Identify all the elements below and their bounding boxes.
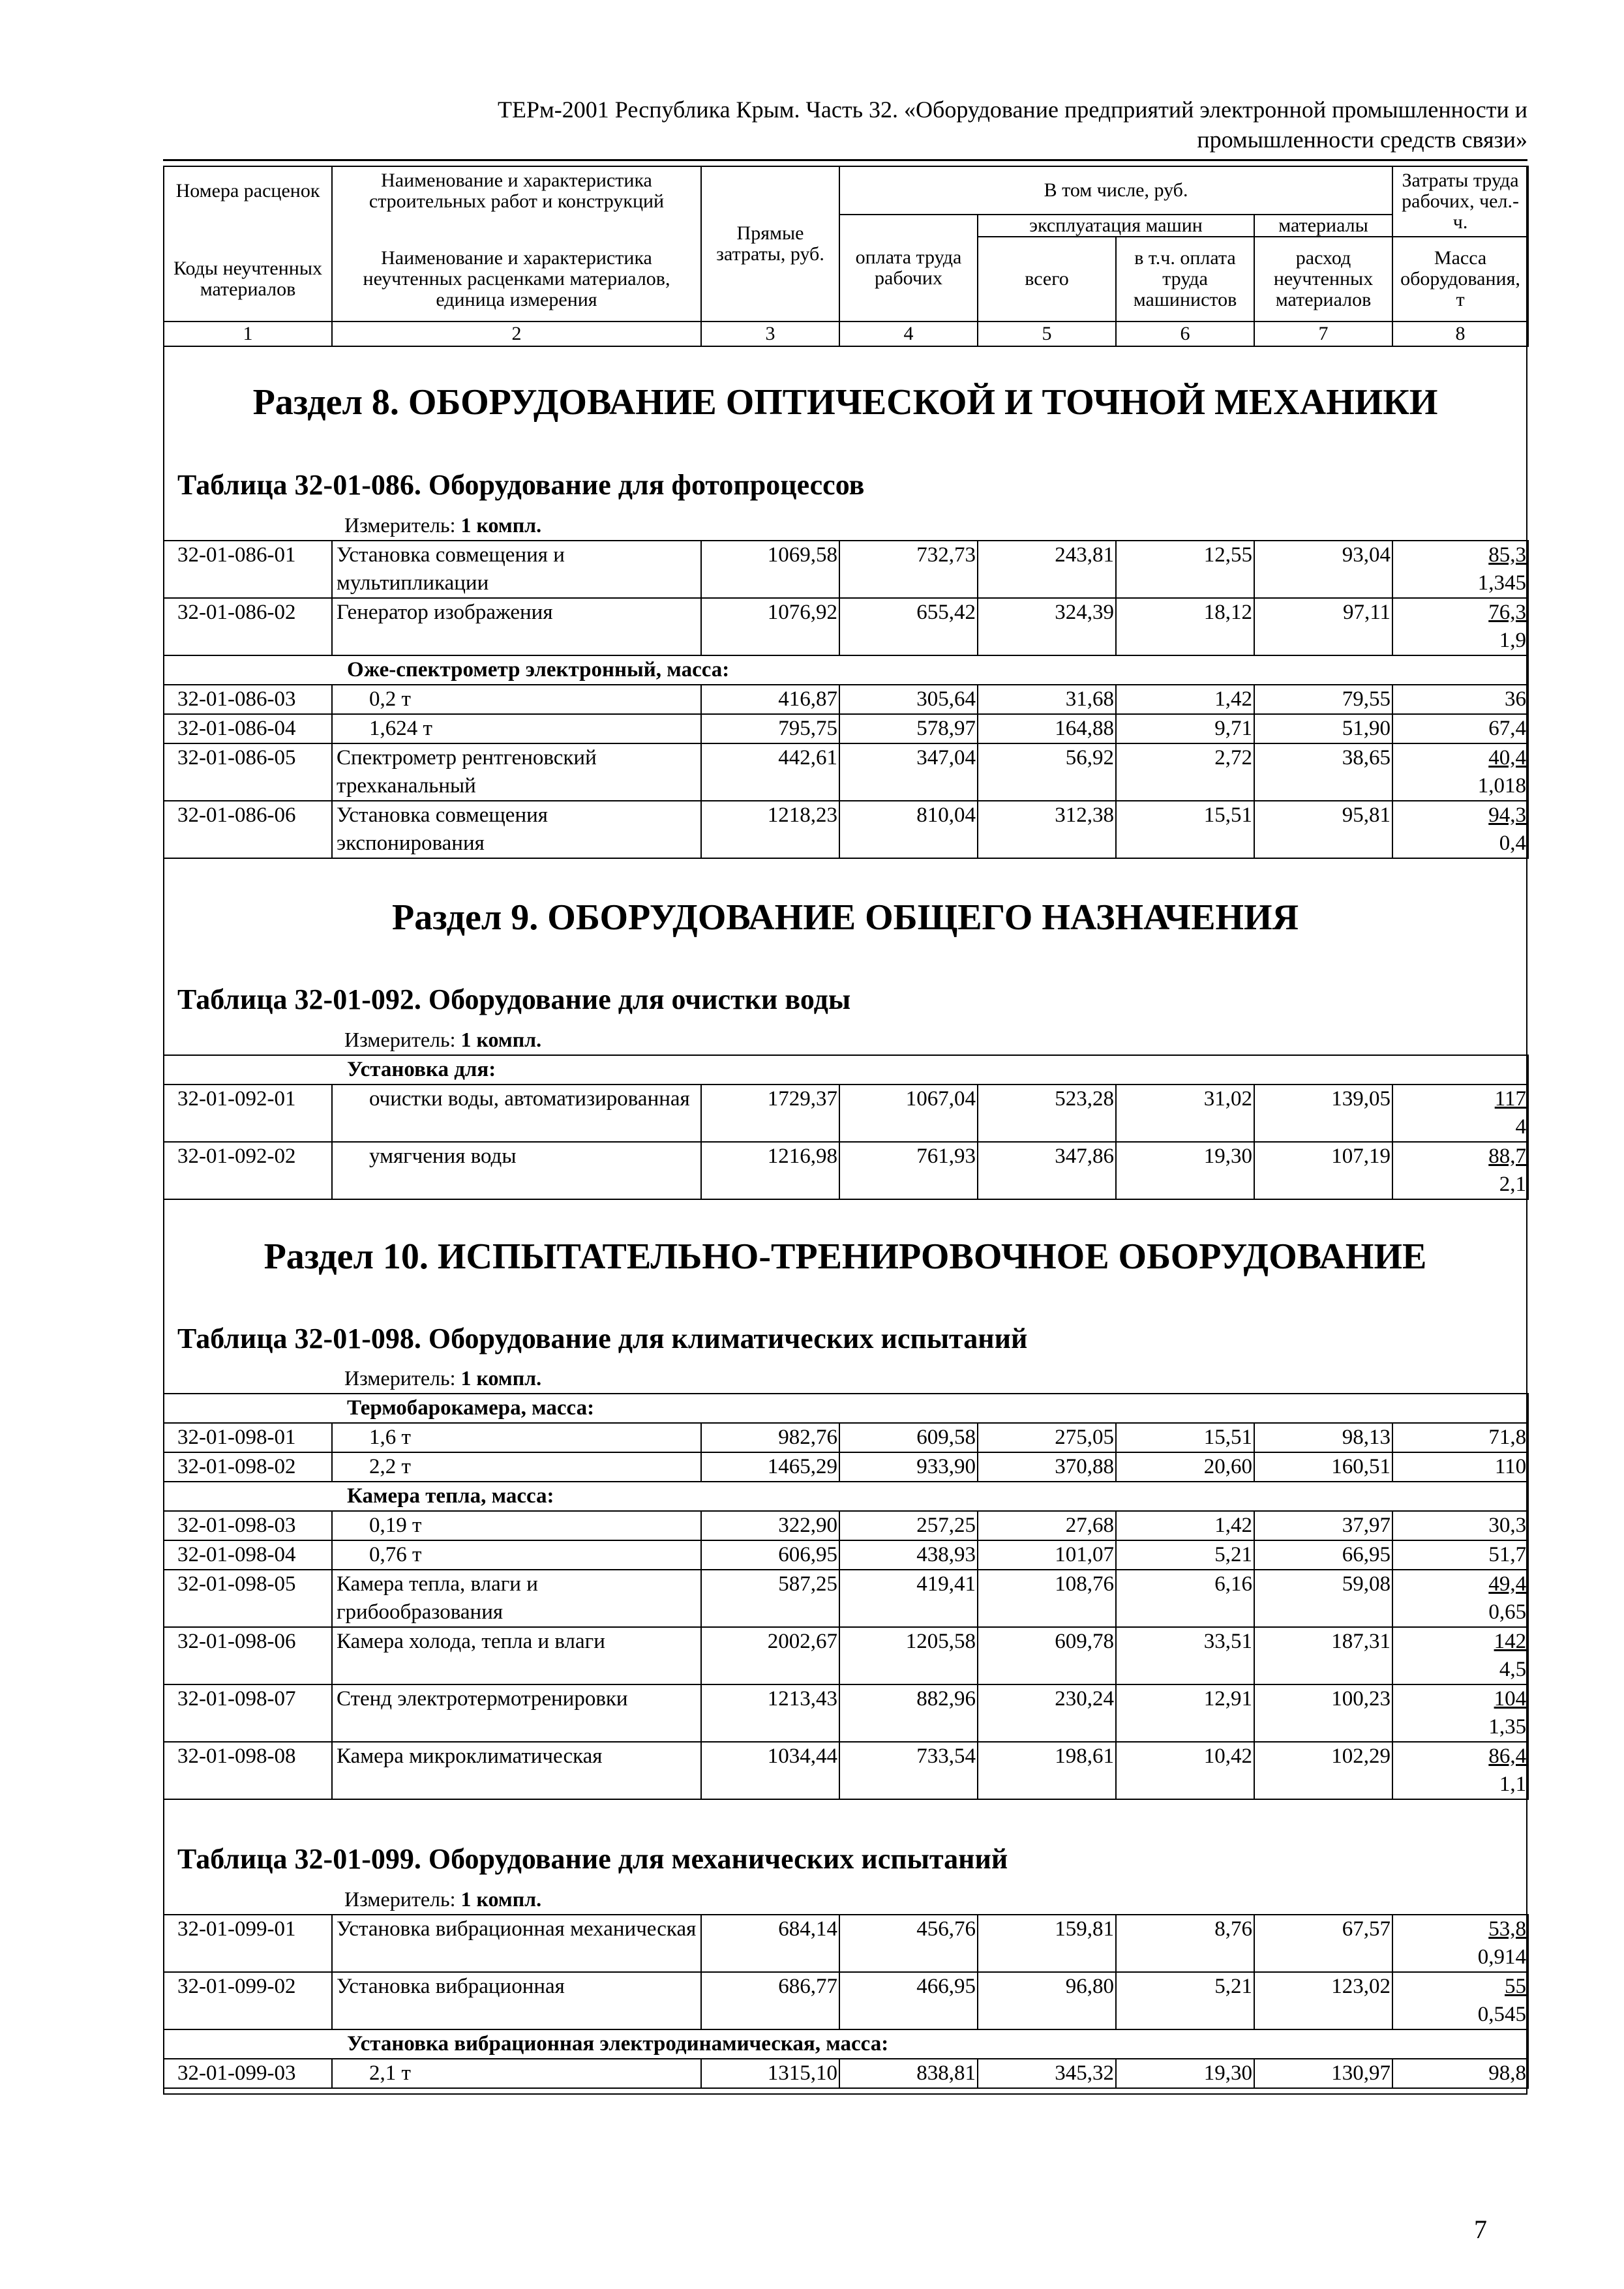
materials-costs: 123,02 xyxy=(1254,1972,1392,2029)
rate-code: 32-01-098-01 xyxy=(164,1423,332,1452)
labor-hours: 36 xyxy=(1505,687,1526,711)
table-row xyxy=(164,1511,1528,1540)
direct-costs: 442,61 xyxy=(701,743,839,801)
rate-code: 32-01-098-06 xyxy=(164,1627,332,1684)
materials-costs: 102,29 xyxy=(1254,1742,1392,1799)
col2-header-bottom: Наименование и характеристика неучтенных расценками материалов, единица измерения xyxy=(332,237,701,322)
meter-value: 1 компл. xyxy=(460,1028,542,1051)
table-row xyxy=(164,1570,1528,1627)
work-name: Камера микроклиматическая xyxy=(332,1742,701,1799)
worker-labor-pay: 438,93 xyxy=(839,1540,978,1570)
materials-costs: 93,04 xyxy=(1254,541,1392,598)
table-099-title: Таблица 32-01-099. Оборудование для механических испытаний xyxy=(177,1843,1008,1875)
equipment-mass: 1,9 xyxy=(1499,629,1526,652)
labor-hours: 51,7 xyxy=(1488,1543,1527,1566)
work-name: умягчения воды xyxy=(332,1142,701,1199)
work-name: Камера холода, тепла и влаги xyxy=(332,1627,701,1684)
col4-header: оплата труда рабочих xyxy=(839,215,978,322)
materials-costs: 130,97 xyxy=(1254,2059,1392,2088)
labor-hours: 88,7 xyxy=(1488,1144,1526,1168)
table-row xyxy=(164,801,1528,858)
direct-costs: 684,14 xyxy=(701,1915,839,1972)
group-header-row xyxy=(164,1055,1528,1085)
machine-costs: 370,88 xyxy=(978,1452,1116,1482)
equipment-mass: 0,4 xyxy=(1499,831,1526,855)
direct-costs: 1213,43 xyxy=(701,1684,839,1742)
direct-costs: 606,95 xyxy=(701,1540,839,1570)
machine-costs: 230,24 xyxy=(978,1684,1116,1742)
direct-costs: 2002,67 xyxy=(701,1627,839,1684)
machinist-pay: 12,91 xyxy=(1116,1684,1254,1742)
page-number: 7 xyxy=(1474,2215,1487,2244)
labor-hours: 85,3 xyxy=(1488,543,1526,567)
worker-labor-pay: 838,81 xyxy=(839,2059,978,2088)
equipment-mass: 4,5 xyxy=(1499,1658,1527,1681)
meter-value: 1 компл. xyxy=(460,1887,542,1911)
labor-hours: 117 xyxy=(1494,1087,1526,1111)
rate-code: 32-01-098-03 xyxy=(164,1511,332,1540)
labor-and-mass xyxy=(1392,1423,1528,1452)
rate-code: 32-01-086-05 xyxy=(164,743,332,801)
work-name: очистки воды, автоматизированная xyxy=(332,1085,701,1142)
labor-and-mass xyxy=(1392,1972,1528,2029)
equipment-mass: 1,1 xyxy=(1499,1773,1527,1796)
labor-and-mass xyxy=(1392,1085,1528,1142)
machine-costs: 324,39 xyxy=(978,598,1116,655)
group-header: Оже-спектрометр электронный, масса: xyxy=(164,655,1528,685)
worker-labor-pay: 609,58 xyxy=(839,1423,978,1452)
labor-and-mass xyxy=(1392,1142,1528,1199)
work-name: Спектрометр рентгеновский трехканальный xyxy=(332,743,701,801)
machinist-pay: 15,51 xyxy=(1116,1423,1254,1452)
worker-labor-pay: 1205,58 xyxy=(839,1627,978,1684)
machine-costs: 243,81 xyxy=(978,541,1116,598)
table-086 xyxy=(163,540,1529,859)
machine-costs: 101,07 xyxy=(978,1540,1116,1570)
machinist-pay: 12,55 xyxy=(1116,541,1254,598)
table-row xyxy=(164,1684,1528,1742)
direct-costs: 1076,92 xyxy=(701,598,839,655)
group-header-row xyxy=(164,655,1528,685)
col1-header-bottom: Коды неучтенных материалов xyxy=(164,237,332,322)
direct-costs: 1069,58 xyxy=(701,541,839,598)
rate-code: 32-01-099-02 xyxy=(164,1972,332,2029)
labor-and-mass xyxy=(1392,1570,1528,1627)
labor-and-mass xyxy=(1392,743,1528,801)
rate-code: 32-01-098-08 xyxy=(164,1742,332,1799)
running-header-line2: промышленности средств связи» xyxy=(1197,127,1527,153)
col3-header: Прямые затраты, руб. xyxy=(701,166,839,322)
labor-and-mass xyxy=(1392,685,1528,714)
labor-and-mass xyxy=(1392,2059,1528,2088)
machinist-pay: 20,60 xyxy=(1116,1452,1254,1482)
equipment-mass: 0,65 xyxy=(1488,1600,1527,1624)
direct-costs: 982,76 xyxy=(701,1423,839,1452)
machinist-pay: 5,21 xyxy=(1116,1540,1254,1570)
labor-hours: 40,4 xyxy=(1488,746,1526,770)
labor-hours: 104 xyxy=(1494,1687,1527,1711)
machinist-pay: 6,16 xyxy=(1116,1570,1254,1627)
machinist-pay: 15,51 xyxy=(1116,801,1254,858)
col2-header-top: Наименование и характеристика строительных работ и конструкций xyxy=(332,166,701,215)
work-name: 1,624 т xyxy=(332,714,701,743)
worker-labor-pay: 933,90 xyxy=(839,1452,978,1482)
worker-labor-pay: 578,97 xyxy=(839,714,978,743)
rate-code: 32-01-099-01 xyxy=(164,1915,332,1972)
table-row xyxy=(164,1540,1528,1570)
machine-costs: 345,32 xyxy=(978,2059,1116,2088)
meter-label: Измеритель: xyxy=(344,1028,456,1051)
machine-costs: 275,05 xyxy=(978,1423,1116,1452)
group-header-row xyxy=(164,1394,1528,1423)
rate-code: 32-01-099-03 xyxy=(164,2059,332,2088)
materials-costs: 98,13 xyxy=(1254,1423,1392,1452)
direct-costs: 686,77 xyxy=(701,1972,839,2029)
labor-hours: 94,3 xyxy=(1488,803,1526,827)
table-row xyxy=(164,1627,1528,1684)
group-header: Установка вибрационная электродинамическая, масса: xyxy=(164,2029,1528,2059)
col-num: 8 xyxy=(1392,322,1528,346)
machine-costs: 159,81 xyxy=(978,1915,1116,1972)
section-8-title: Раздел 8. ОБОРУДОВАНИЕ ОПТИЧЕСКОЙ И ТОЧНОЙ МЕХАНИКИ xyxy=(252,382,1438,423)
direct-costs: 1465,29 xyxy=(701,1452,839,1482)
labor-and-mass xyxy=(1392,1627,1528,1684)
table-row xyxy=(164,685,1528,714)
rate-code: 32-01-098-05 xyxy=(164,1570,332,1627)
equipment-mass: 4 xyxy=(1515,1115,1526,1139)
labor-and-mass xyxy=(1392,1452,1528,1482)
direct-costs: 1218,23 xyxy=(701,801,839,858)
worker-labor-pay: 761,93 xyxy=(839,1142,978,1199)
machinist-pay: 2,72 xyxy=(1116,743,1254,801)
table-099-meter xyxy=(344,1887,541,1911)
worker-labor-pay: 305,64 xyxy=(839,685,978,714)
col7-header: расход неучтенных материалов xyxy=(1254,237,1392,322)
machinist-pay: 5,21 xyxy=(1116,1972,1254,2029)
labor-and-mass xyxy=(1392,714,1528,743)
group-header-row xyxy=(164,1482,1528,1511)
materials-header: материалы xyxy=(1254,215,1392,237)
materials-costs: 67,57 xyxy=(1254,1915,1392,1972)
col-num: 3 xyxy=(701,322,839,346)
materials-costs: 160,51 xyxy=(1254,1452,1392,1482)
equipment-mass: 0,914 xyxy=(1477,1945,1526,1969)
meter-label: Измеритель: xyxy=(344,1366,456,1390)
labor-and-mass xyxy=(1392,1684,1528,1742)
table-row xyxy=(164,1915,1528,1972)
materials-costs: 37,97 xyxy=(1254,1511,1392,1540)
equipment-mass: 2,1 xyxy=(1499,1173,1526,1196)
labor-hours: 67,4 xyxy=(1488,717,1526,740)
worker-labor-pay: 733,54 xyxy=(839,1742,978,1799)
machine-costs: 523,28 xyxy=(978,1085,1116,1142)
table-098-title: Таблица 32-01-098. Оборудование для климатических испытаний xyxy=(177,1323,1028,1354)
rate-code: 32-01-086-01 xyxy=(164,541,332,598)
worker-labor-pay: 1067,04 xyxy=(839,1085,978,1142)
machinist-pay: 33,51 xyxy=(1116,1627,1254,1684)
labor-and-mass xyxy=(1392,1742,1528,1799)
work-name: Установка вибрационная механическая xyxy=(332,1915,701,1972)
worker-labor-pay: 466,95 xyxy=(839,1972,978,2029)
meter-value: 1 компл. xyxy=(460,513,542,537)
worker-labor-pay: 882,96 xyxy=(839,1684,978,1742)
work-name: 2,2 т xyxy=(332,1452,701,1482)
labor-and-mass xyxy=(1392,598,1528,655)
header-rule xyxy=(163,159,1527,161)
machine-costs: 198,61 xyxy=(978,1742,1116,1799)
table-row xyxy=(164,1423,1528,1452)
section-9-title: Раздел 9. ОБОРУДОВАНИЕ ОБЩЕГО НАЗНАЧЕНИЯ xyxy=(391,897,1299,938)
col2-spacer xyxy=(332,215,701,237)
machine-costs: 164,88 xyxy=(978,714,1116,743)
machinist-pay: 19,30 xyxy=(1116,2059,1254,2088)
labor-and-mass xyxy=(1392,1540,1528,1570)
group-header: Установка для: xyxy=(164,1055,1528,1085)
materials-costs: 38,65 xyxy=(1254,743,1392,801)
col6-header: в т.ч. оплата труда машинистов xyxy=(1116,237,1254,322)
worker-labor-pay: 732,73 xyxy=(839,541,978,598)
col5-header: всего xyxy=(978,237,1116,322)
worker-labor-pay: 257,25 xyxy=(839,1511,978,1540)
work-name: Установка совмещения экспонирования xyxy=(332,801,701,858)
materials-costs: 66,95 xyxy=(1254,1540,1392,1570)
machinist-pay: 18,12 xyxy=(1116,598,1254,655)
col-num: 6 xyxy=(1116,322,1254,346)
table-098 xyxy=(163,1393,1529,1800)
direct-costs: 587,25 xyxy=(701,1570,839,1627)
col-num: 2 xyxy=(332,322,701,346)
table-row xyxy=(164,541,1528,598)
equipment-mass: 1,35 xyxy=(1488,1715,1527,1739)
machines-header: эксплуатация машин xyxy=(978,215,1254,237)
materials-costs: 79,55 xyxy=(1254,685,1392,714)
table-row xyxy=(164,743,1528,801)
materials-costs: 107,19 xyxy=(1254,1142,1392,1199)
running-header-line1: ТЕРм-2001 Республика Крым. Часть 32. «Оборудование предприятий электронной промышленности и xyxy=(498,97,1527,123)
direct-costs: 1315,10 xyxy=(701,2059,839,2088)
machinist-pay: 9,71 xyxy=(1116,714,1254,743)
meter-label: Измеритель: xyxy=(344,1887,456,1911)
table-092-meter xyxy=(344,1027,541,1052)
work-name: 0,2 т xyxy=(332,685,701,714)
work-name: Камера тепла, влаги и грибообразования xyxy=(332,1570,701,1627)
machine-costs: 27,68 xyxy=(978,1511,1116,1540)
group-header: Термобарокамера, масса: xyxy=(164,1394,1528,1423)
rate-code: 32-01-086-04 xyxy=(164,714,332,743)
work-name: Установка вибрационная xyxy=(332,1972,701,2029)
group-header-row xyxy=(164,2029,1528,2059)
materials-costs: 97,11 xyxy=(1254,598,1392,655)
work-name: 0,76 т xyxy=(332,1540,701,1570)
work-name: 0,19 т xyxy=(332,1511,701,1540)
machine-costs: 56,92 xyxy=(978,743,1116,801)
work-name: 1,6 т xyxy=(332,1423,701,1452)
labor-hours: 71,8 xyxy=(1488,1426,1527,1449)
rate-code: 32-01-086-03 xyxy=(164,685,332,714)
labor-and-mass xyxy=(1392,541,1528,598)
col8-header-bottom: Масса оборудования, т xyxy=(1392,237,1528,322)
section-10-title: Раздел 10. ИСПЫТАТЕЛЬНО-ТРЕНИРОВОЧНОЕ ОБОРУДОВАНИЕ xyxy=(263,1236,1427,1277)
labor-hours: 49,4 xyxy=(1488,1572,1527,1596)
column-header xyxy=(163,166,1529,347)
rate-code: 32-01-086-02 xyxy=(164,598,332,655)
labor-hours: 98,8 xyxy=(1488,2061,1526,2085)
direct-costs: 1034,44 xyxy=(701,1742,839,1799)
work-name: Установка совмещения и мультипликации xyxy=(332,541,701,598)
direct-costs: 322,90 xyxy=(701,1511,839,1540)
machinist-pay: 1,42 xyxy=(1116,685,1254,714)
labor-hours: 76,3 xyxy=(1488,601,1526,624)
col1-spacer xyxy=(164,215,332,237)
worker-labor-pay: 456,76 xyxy=(839,1915,978,1972)
table-row xyxy=(164,1452,1528,1482)
machine-costs: 108,76 xyxy=(978,1570,1116,1627)
col-num: 7 xyxy=(1254,322,1392,346)
col8-header-top: Затраты труда рабочих, чел.-ч. xyxy=(1392,166,1528,237)
labor-hours: 110 xyxy=(1494,1455,1527,1478)
materials-costs: 95,81 xyxy=(1254,801,1392,858)
table-row xyxy=(164,2059,1528,2088)
work-name: Генератор изображения xyxy=(332,598,701,655)
worker-labor-pay: 419,41 xyxy=(839,1570,978,1627)
machine-costs: 31,68 xyxy=(978,685,1116,714)
col-num: 4 xyxy=(839,322,978,346)
col1-header-top: Номера расценок xyxy=(164,166,332,215)
table-row xyxy=(164,1085,1528,1142)
worker-labor-pay: 347,04 xyxy=(839,743,978,801)
labor-hours: 53,8 xyxy=(1488,1917,1526,1941)
materials-costs: 59,08 xyxy=(1254,1570,1392,1627)
machine-costs: 347,86 xyxy=(978,1142,1116,1199)
meter-value: 1 компл. xyxy=(460,1366,542,1390)
table-row xyxy=(164,598,1528,655)
rate-code: 32-01-092-01 xyxy=(164,1085,332,1142)
machinist-pay: 10,42 xyxy=(1116,1742,1254,1799)
included-header: В том числе, руб. xyxy=(839,166,1392,215)
table-092-title: Таблица 32-01-092. Оборудование для очистки воды xyxy=(177,983,851,1015)
col-num: 1 xyxy=(164,322,332,346)
worker-labor-pay: 810,04 xyxy=(839,801,978,858)
rate-code: 32-01-098-07 xyxy=(164,1684,332,1742)
table-row xyxy=(164,1972,1528,2029)
rate-code: 32-01-086-06 xyxy=(164,801,332,858)
table-092 xyxy=(163,1055,1529,1200)
rate-code: 32-01-098-02 xyxy=(164,1452,332,1482)
worker-labor-pay: 655,42 xyxy=(839,598,978,655)
direct-costs: 1216,98 xyxy=(701,1142,839,1199)
labor-hours: 30,3 xyxy=(1488,1514,1527,1537)
table-row xyxy=(164,1142,1528,1199)
materials-costs: 139,05 xyxy=(1254,1085,1392,1142)
machinist-pay: 1,42 xyxy=(1116,1511,1254,1540)
machine-costs: 609,78 xyxy=(978,1627,1116,1684)
labor-and-mass xyxy=(1392,1915,1528,1972)
table-098-meter xyxy=(344,1366,541,1390)
labor-and-mass xyxy=(1392,801,1528,858)
labor-hours: 86,4 xyxy=(1488,1744,1527,1768)
machinist-pay: 8,76 xyxy=(1116,1915,1254,1972)
table-row xyxy=(164,714,1528,743)
work-name: 2,1 т xyxy=(332,2059,701,2088)
col-num: 5 xyxy=(978,322,1116,346)
table-099 xyxy=(163,1914,1529,2089)
labor-hours: 142 xyxy=(1494,1630,1527,1653)
table-086-title: Таблица 32-01-086. Оборудование для фотопроцессов xyxy=(177,469,865,501)
machine-costs: 312,38 xyxy=(978,801,1116,858)
machinist-pay: 19,30 xyxy=(1116,1142,1254,1199)
materials-costs: 187,31 xyxy=(1254,1627,1392,1684)
labor-and-mass xyxy=(1392,1511,1528,1540)
equipment-mass: 1,345 xyxy=(1477,571,1526,595)
group-header: Камера тепла, масса: xyxy=(164,1482,1528,1511)
equipment-mass: 1,018 xyxy=(1477,774,1526,798)
direct-costs: 416,87 xyxy=(701,685,839,714)
machinist-pay: 31,02 xyxy=(1116,1085,1254,1142)
rate-code: 32-01-092-02 xyxy=(164,1142,332,1199)
work-name: Стенд электротермотренировки xyxy=(332,1684,701,1742)
running-header xyxy=(163,95,1527,155)
labor-hours: 55 xyxy=(1505,1975,1526,1998)
table-086-meter xyxy=(344,513,541,537)
rate-code: 32-01-098-04 xyxy=(164,1540,332,1570)
materials-costs: 100,23 xyxy=(1254,1684,1392,1742)
table-row xyxy=(164,1742,1528,1799)
direct-costs: 795,75 xyxy=(701,714,839,743)
equipment-mass: 0,545 xyxy=(1477,2003,1526,2026)
machine-costs: 96,80 xyxy=(978,1972,1116,2029)
materials-costs: 51,90 xyxy=(1254,714,1392,743)
meter-label: Измеритель: xyxy=(344,513,456,537)
direct-costs: 1729,37 xyxy=(701,1085,839,1142)
